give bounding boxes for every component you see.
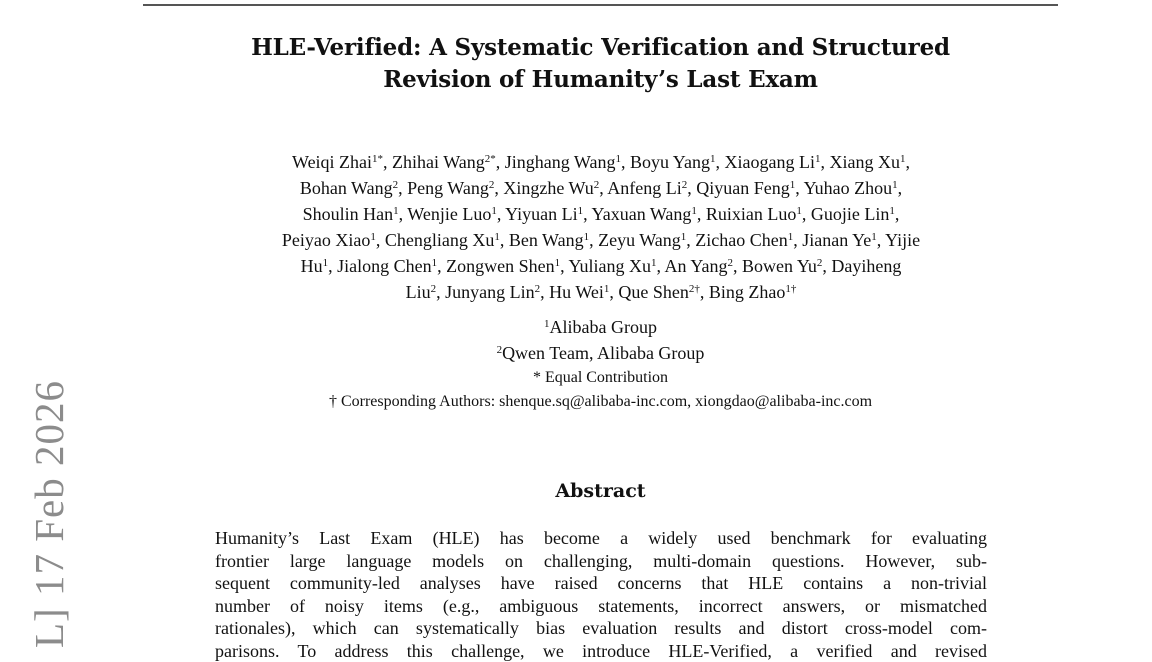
author-name: Ben Wang bbox=[509, 230, 584, 250]
author-line: Peiyao Xiao$^1$, Chengliang Xu$^1$, Ben Wang$^1$, Zeyu Wang$^1$, Zichao Chen$^1$, Jianan Ye$^1$, Yijie bbox=[210, 227, 992, 253]
author-affiliation-marker: 1 bbox=[432, 257, 438, 269]
author-affiliation-marker: 1 bbox=[710, 153, 716, 165]
author-affiliation-marker: 2 bbox=[594, 179, 600, 191]
author-affiliation-marker: 1 bbox=[681, 231, 687, 243]
author-name: Xiang Xu bbox=[829, 152, 900, 172]
abstract-line: sequent community-led analyses have raised concerns that HLE contains a non-trivial bbox=[215, 572, 987, 595]
affiliation-alibaba bbox=[143, 314, 1058, 340]
affiliation-marker: 2 bbox=[497, 344, 503, 356]
author-name: Ruixian Luo bbox=[706, 204, 797, 224]
author-name: Weiqi Zhai bbox=[292, 152, 372, 172]
author-name: Yuhao Zhou bbox=[804, 178, 893, 198]
author-name: Hu bbox=[301, 256, 323, 276]
author-affiliation-marker: 2† bbox=[689, 283, 700, 295]
author-affiliation-marker: 1 bbox=[651, 257, 657, 269]
paper-title bbox=[143, 32, 1058, 96]
abstract-line: rationales), which can systematically bias evaluation results and distort cross-model com- bbox=[215, 617, 987, 640]
author-affiliation-marker: 1† bbox=[785, 283, 796, 295]
author-name: Qiyuan Feng bbox=[696, 178, 790, 198]
author-affiliation-marker: 1 bbox=[788, 231, 794, 243]
author-name: Liu bbox=[406, 282, 431, 302]
author-affiliation-marker: 1 bbox=[790, 179, 796, 191]
author-affiliation-marker: 1 bbox=[323, 257, 329, 269]
author-affiliation-marker: 2* bbox=[485, 153, 496, 165]
author-name: Jialong Chen bbox=[337, 256, 432, 276]
author-affiliation-marker: 2 bbox=[535, 283, 541, 295]
author-affiliation-marker: 1 bbox=[494, 231, 500, 243]
author-line: Weiqi Zhai$^{1*}$, Zhihai Wang$^{2*}$, Jinghang Wang$^1$, Boyu Yang$^1$, Xiaogang Li$^1$, Xiang Xu$^1$, bbox=[210, 149, 992, 175]
affiliations bbox=[143, 314, 1058, 414]
author-name: Wenjie Luo bbox=[407, 204, 491, 224]
author-name: Bowen Yu bbox=[742, 256, 817, 276]
author-name: Hu Wei bbox=[549, 282, 604, 302]
affiliation-name: Qwen Team, Alibaba Group bbox=[502, 343, 704, 363]
author-affiliation-marker: 1 bbox=[871, 231, 877, 243]
author-name: Anfeng Li bbox=[607, 178, 681, 198]
author-name: Xingzhe Wu bbox=[503, 178, 593, 198]
abstract-line: number of noisy items (e.g., ambiguous statements, incorrect answers, or mismatched bbox=[215, 595, 987, 618]
author-name: Peiyao Xiao bbox=[282, 230, 370, 250]
author-affiliation-marker: 1 bbox=[615, 153, 621, 165]
author-name: Zeyu Wang bbox=[598, 230, 681, 250]
author-affiliation-marker: 1 bbox=[604, 283, 610, 295]
author-name: Dayiheng bbox=[831, 256, 901, 276]
author-line: Hu$^1$, Jialong Chen$^1$, Zongwen Shen$^1$, Yuliang Xu$^1$, An Yang$^2$, Bowen Yu$^2$, Dayiheng bbox=[210, 253, 992, 279]
author-affiliation-marker: 2 bbox=[393, 179, 399, 191]
author-name: Zichao Chen bbox=[695, 230, 787, 250]
author-affiliation-marker: 1 bbox=[900, 153, 906, 165]
author-affiliation-marker: 2 bbox=[431, 283, 437, 295]
author-name: Yaxuan Wang bbox=[592, 204, 692, 224]
author-name: Peng Wang bbox=[407, 178, 489, 198]
author-affiliation-marker: 1 bbox=[889, 205, 895, 217]
author-name: Xiaogang Li bbox=[725, 152, 815, 172]
abstract-body bbox=[215, 527, 987, 662]
author-name: Boyu Yang bbox=[630, 152, 710, 172]
author-name: Shoulin Han bbox=[303, 204, 394, 224]
author-affiliation-marker: 1 bbox=[584, 231, 590, 243]
author-name: Zongwen Shen bbox=[446, 256, 554, 276]
author-affiliation-marker: 1 bbox=[691, 205, 697, 217]
author-name: Zhihai Wang bbox=[392, 152, 485, 172]
author-name: Bohan Wang bbox=[300, 178, 393, 198]
author-line: Shoulin Han$^1$, Wenjie Luo$^1$, Yiyuan Li$^1$, Yaxuan Wang$^1$, Ruixian Luo$^1$, Guojie Lin$^1$, bbox=[210, 201, 992, 227]
author-affiliation-marker: 1 bbox=[892, 179, 898, 191]
author-name: Que Shen bbox=[618, 282, 689, 302]
author-affiliation-marker: 1 bbox=[370, 231, 376, 243]
author-line: Bohan Wang$^2$, Peng Wang$^2$, Xingzhe Wu$^2$, Anfeng Li$^2$, Qiyuan Feng$^1$, Yuhao Zhou$^1$, bbox=[210, 175, 992, 201]
affiliation-marker: 1 bbox=[544, 318, 550, 330]
author-affiliation-marker: 2 bbox=[489, 179, 495, 191]
author-affiliation-marker: 1* bbox=[372, 153, 383, 165]
equal-contribution-note: * Equal Contribution bbox=[143, 366, 1058, 390]
abstract-line: Humanity’s Last Exam (HLE) has become a widely used benchmark for evaluating bbox=[215, 527, 987, 550]
author-name: Guojie Lin bbox=[811, 204, 890, 224]
author-name: Junyang Lin bbox=[445, 282, 535, 302]
affiliation-qwen bbox=[143, 340, 1058, 366]
affiliation-name: Alibaba Group bbox=[550, 317, 657, 337]
author-name: Jianan Ye bbox=[802, 230, 871, 250]
title-line: HLE-Verified: A Systematic Verification and Structured bbox=[143, 32, 1058, 64]
author-name: An Yang bbox=[664, 256, 727, 276]
author-affiliation-marker: 1 bbox=[578, 205, 584, 217]
author-affiliation-marker: 2 bbox=[728, 257, 734, 269]
author-list bbox=[210, 149, 992, 305]
top-rule bbox=[143, 4, 1058, 6]
author-affiliation-marker: 1 bbox=[815, 153, 821, 165]
author-name: Bing Zhao bbox=[709, 282, 786, 302]
author-name: Jinghang Wang bbox=[505, 152, 616, 172]
author-name: Yiyuan Li bbox=[505, 204, 578, 224]
author-name: Yijie bbox=[885, 230, 920, 250]
author-affiliation-marker: 2 bbox=[817, 257, 823, 269]
author-affiliation-marker: 2 bbox=[682, 179, 688, 191]
abstract-line: frontier large language models on challenging, multi-domain questions. However, sub- bbox=[215, 550, 987, 573]
author-line: Liu$^2$, Junyang Lin$^2$, Hu Wei$^1$, Que Shen$^{2\dagger}$, Bing Zhao$^{1\dagger}$ bbox=[210, 279, 992, 305]
arxiv-side-stamp: L] 17 Feb 2026 bbox=[26, 380, 72, 648]
abstract-line: parisons. To address this challenge, we introduce HLE-Verified, a verified and revised bbox=[215, 640, 987, 662]
corresponding-authors-note: † Corresponding Authors: shenque.sq@alibaba-inc.com, xiongdao@alibaba-inc.com bbox=[143, 390, 1058, 414]
author-name: Chengliang Xu bbox=[385, 230, 495, 250]
author-affiliation-marker: 1 bbox=[555, 257, 561, 269]
abstract-heading: Abstract bbox=[143, 478, 1058, 504]
author-name: Yuliang Xu bbox=[568, 256, 651, 276]
author-affiliation-marker: 1 bbox=[796, 205, 802, 217]
title-line: Revision of Humanity’s Last Exam bbox=[143, 64, 1058, 96]
author-affiliation-marker: 1 bbox=[491, 205, 497, 217]
author-affiliation-marker: 1 bbox=[393, 205, 399, 217]
